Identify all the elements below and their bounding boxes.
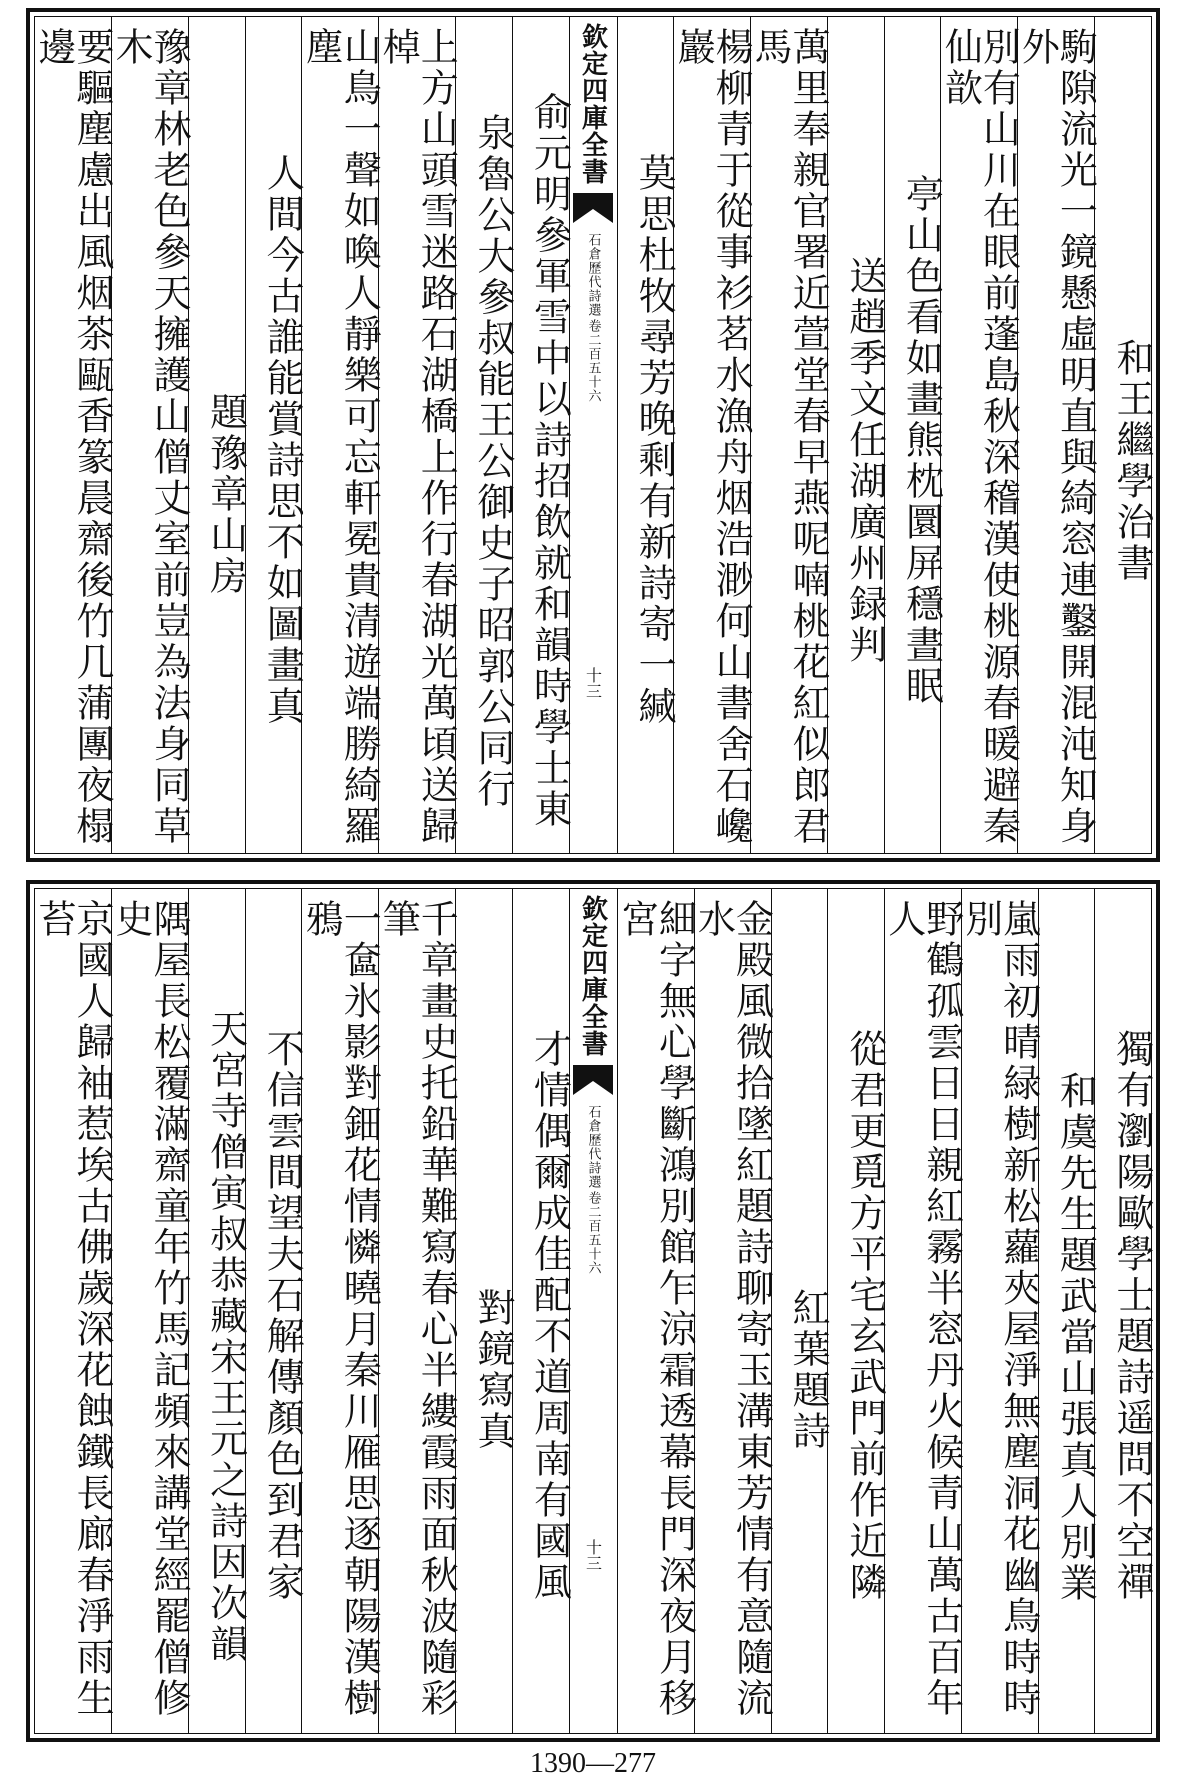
upper-page <box>26 8 1160 862</box>
text-column: 對鏡寫真 <box>455 889 512 1733</box>
text-column: 山鳥一聲如喚人靜樂可忘軒冕貴清遊端勝綺羅塵 <box>301 17 378 853</box>
upper-page-frame <box>34 16 1152 854</box>
source-label <box>584 1105 603 1275</box>
fishtail-mark-icon <box>571 1063 615 1097</box>
book-title: 欽定四庫全書 <box>577 895 608 1057</box>
text-column: 一奩氷影對鈿花情憐曉月秦川雁思逐朝陽漢樹鴉 <box>301 889 378 1733</box>
text-column: 莫思杜牧尋芳晚剩有新詩寄一緘 <box>617 17 674 853</box>
text-column: 俞元明參軍雪中以詩招飲就和韻時學士東 <box>512 17 569 853</box>
lower-page <box>26 880 1160 1742</box>
center-fold-column <box>569 889 617 1733</box>
text-column: 萬里奉親官署近萱堂春早燕呢喃桃花紅似郎君馬 <box>750 17 827 853</box>
text-column: 從君更覓方平宅玄武門前作近隣 <box>827 889 884 1733</box>
text-column: 千章畫史托鉛華難寫春心半縷霞雨面秋波隨彩筆 <box>378 889 455 1733</box>
text-column: 野鶴孤雲日日親紅霧半窓丹火候青山萬古百年人 <box>884 889 961 1733</box>
upper-columns <box>32 17 1154 853</box>
text-column: 隅屋長松覆滿齋童年竹馬記頻來講堂經罷僧修史 <box>111 889 188 1733</box>
text-column: 人間今古誰能賞詩思不如圖畫真 <box>245 17 302 853</box>
text-column: 和王繼學治書 <box>1094 17 1151 853</box>
text-column: 亭山色看如畫熊枕圜屏穩晝眠 <box>884 17 941 853</box>
source-label <box>584 233 603 403</box>
page-footer-number: 1390—277 <box>530 1748 656 1779</box>
text-column: 上方山頭雪迷路石湖橋上作行春湖光萬頃送歸棹 <box>378 17 455 853</box>
text-column: 楊柳青于從事衫茗水漁舟烟浩渺何山書舍石巉巖 <box>673 17 750 853</box>
leaf-number: 十三 <box>583 1539 603 1571</box>
text-column: 獨有瀏陽歐學士題詩遥問不空禪 <box>1094 889 1151 1733</box>
source-volume: 卷二百五十六 <box>585 319 601 403</box>
leaf-number: 十三 <box>583 667 603 699</box>
text-column: 豫章林老色參天擁護山僧丈室前豈為法身同草木 <box>111 17 188 853</box>
lower-columns <box>32 889 1154 1733</box>
source-volume: 卷二百五十六 <box>585 1191 601 1275</box>
text-column: 駒隙流光一鏡懸虛明直與綺窓連鑿開混沌知身外 <box>1017 17 1094 853</box>
text-column: 天宮寺僧寅叔恭藏宋王元之詩因次韻 <box>188 889 245 1733</box>
text-column: 細字無心學斷鴻別館乍涼霜透幕長門深夜月移宮 <box>617 889 694 1733</box>
lower-page-frame <box>34 888 1152 1734</box>
text-column: 紅葉題詩 <box>771 889 828 1733</box>
source-collection: 石倉歷代詩選 <box>585 1105 601 1189</box>
text-column: 送趙季文任湖廣州録判 <box>827 17 884 853</box>
center-fold-column <box>569 17 617 853</box>
text-column: 泉魯公大參叔能王公御史子昭郭公同行 <box>455 17 512 853</box>
book-title: 欽定四庫全書 <box>577 23 608 185</box>
text-column: 題豫章山房 <box>188 17 245 853</box>
fishtail-mark-icon <box>571 191 615 225</box>
text-column: 嵐雨初晴緑樹新松蘿夾屋淨無塵洞花幽鳥時時別 <box>961 889 1038 1733</box>
text-column: 和虞先生題武當山張真人別業 <box>1038 889 1095 1733</box>
text-column: 不信雲間望夫石解傳顏色到君家 <box>245 889 302 1733</box>
text-column: 京國人歸袖惹埃古佛歲深花蝕鐵長廊春淨雨生苔 <box>32 899 114 1719</box>
text-column: 要驅塵慮出風烟茶甌香篆晨齋後竹几蒲團夜榻邊 <box>32 27 114 847</box>
text-column: 才情偶爾成佳配不道周南有國風 <box>512 889 569 1733</box>
text-column: 金殿風微拾墜紅題詩聊寄玉溝東芳情有意隨流水 <box>694 889 771 1733</box>
source-collection: 石倉歷代詩選 <box>585 233 601 317</box>
text-column: 別有山川在眼前蓬島秋深稽漢使桃源春暖避秦仙歆 <box>940 17 1017 853</box>
